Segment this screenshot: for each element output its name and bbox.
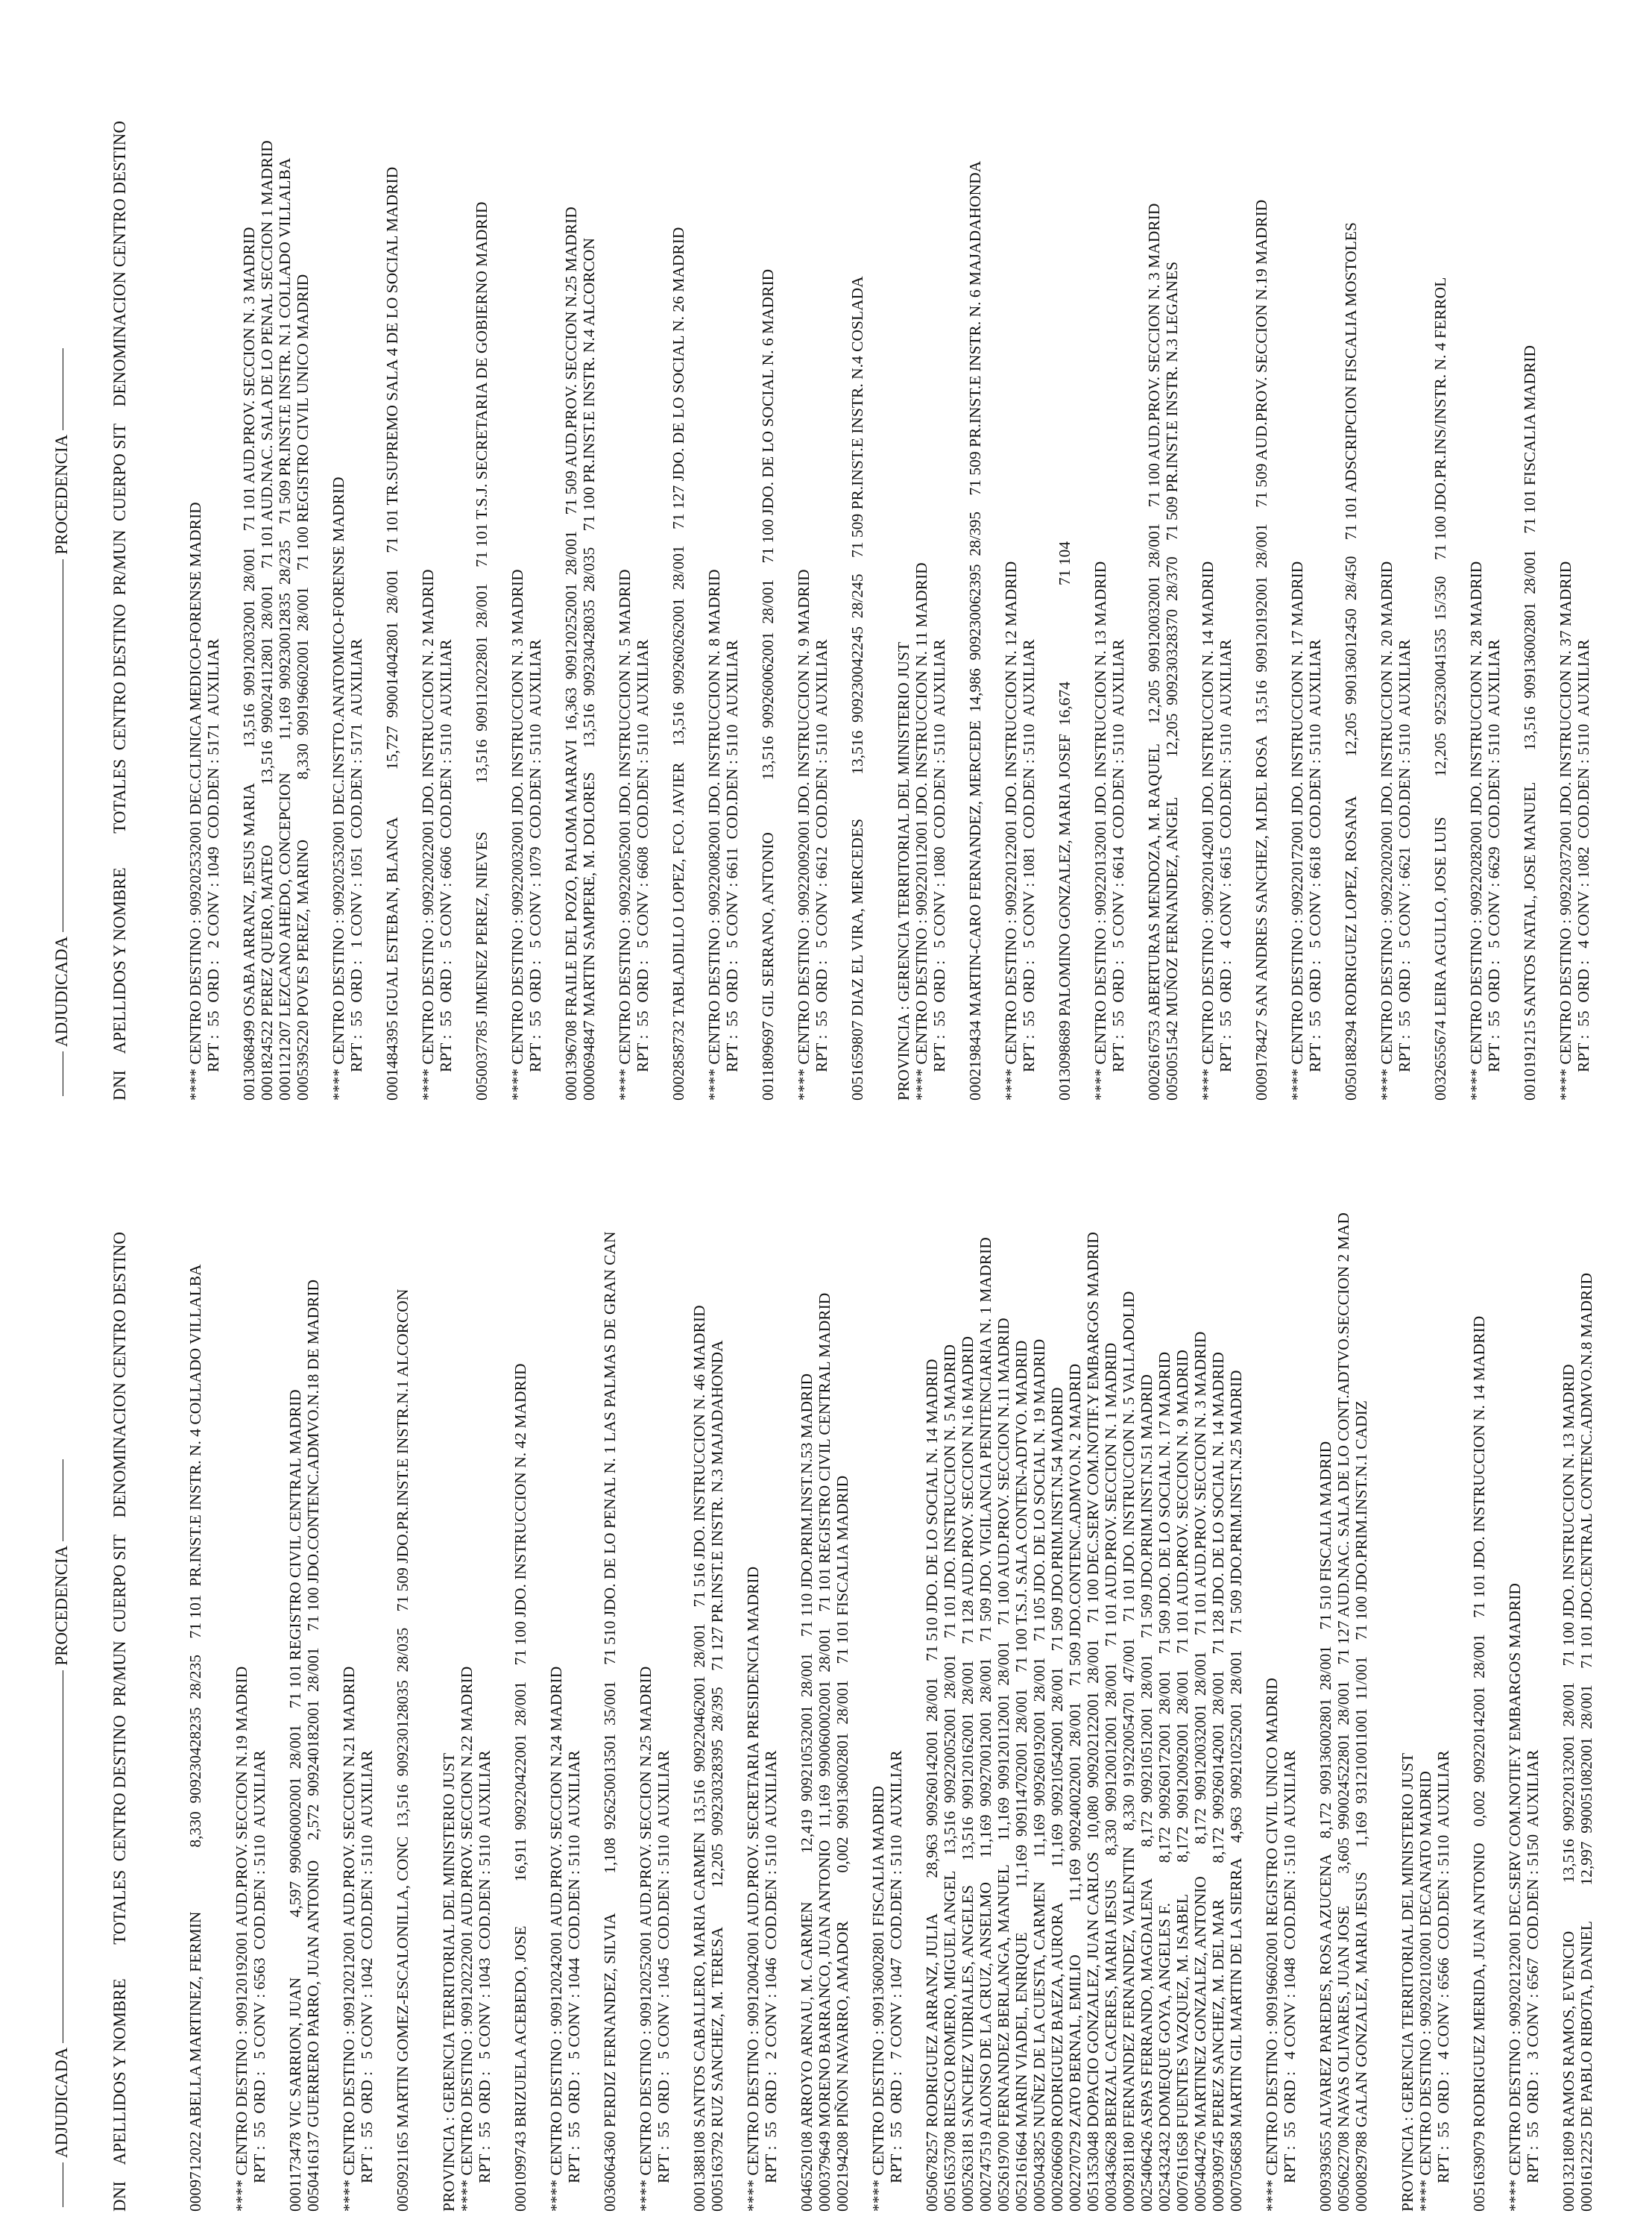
text-line: **** CENTRO DESTINO : 909202532001 DEC.CLINICA MEDICO-FORENSE MADRID xyxy=(186,502,204,1101)
text-line: RPT : 55 ORD : 5 CONV : 1081 COD.DEN : 5110 AUXILIAR xyxy=(1020,639,1038,1072)
spacer xyxy=(455,27,473,1101)
header-adjudicada: ADJUDICADA xyxy=(52,936,71,1047)
spacer xyxy=(365,27,383,1101)
header-apellidos: APELLIDOS Y NOMBRE xyxy=(110,1978,129,2165)
spacer xyxy=(1324,27,1342,1101)
spacer xyxy=(376,1138,394,2212)
spacer xyxy=(401,27,419,1101)
text-line: **** CENTRO DESTINO : 909120242001 AUD.PROV. SECCION N.24 MADRID xyxy=(547,1666,565,2212)
spacer xyxy=(1449,27,1467,1101)
header-prmun: PR/MUN xyxy=(110,529,129,596)
text-line: 0001396708 FRAILE DEL POZO, PALOMA MARAVI 16,363 909120252001 28/001 71 509 AUD.PROV. SECCION N.25 MADRID xyxy=(562,207,580,1101)
header-procedencia: PROCEDENCIA xyxy=(52,1545,71,1666)
header-line-1 xyxy=(52,1138,72,2212)
header-centro: CENTRO DESTINO xyxy=(110,1715,129,1862)
text-line: 0001388108 SANTOS CABALLERO, MARIA CARMEN 13,516 909220462001 28/001 71 516 JDO. INSTRUCCION N. 46 MADRID xyxy=(690,1305,708,2212)
text-line: 0001612225 DE PABLO RIBOTA, DANIEL 12,997 990051082001 28/001 71 101 JDO.CENTRAL CONTENC.ADMVO.N.8 MADRID xyxy=(1577,1272,1595,2212)
spacer xyxy=(780,1138,798,2212)
spacer xyxy=(948,27,966,1101)
text-line: RPT : 55 ORD : 2 CONV : 1046 COD.DEN : 5110 AUXILIAR xyxy=(762,1750,780,2183)
text-line: 0005395220 POVES PEREZ, MARINO 8,330 909196602001 28/001 71 100 REGISTRO CIVIL UNICO MADRID xyxy=(294,274,312,1101)
text-line: RPT : 55 ORD : 5 CONV : 6606 COD.DEN : 5110 AUXILIAR xyxy=(437,639,455,1072)
header-line-2 xyxy=(110,1138,130,2212)
text-line: RPT : 55 ORD : 4 CONV : 6566 COD.DEN : 5110 AUXILIAR xyxy=(1434,1750,1452,2183)
text-line: 0036064360 PERDIZ FERNANDEZ, SILVIA 1,108 926250013501 35/001 71 510 JDO. DE LO PENAL N. 1 LAS PALMAS DE GRAN CAN xyxy=(601,1231,619,2212)
header-dni: DNI xyxy=(110,2181,129,2212)
text-line: 0050051542 MUÑOZ FERNANDEZ, ANGEL 12,205 909230328370 28/370 71 509 PR.INST.E INSTR. N.3 LEGANES xyxy=(1163,261,1181,1101)
header-dni: DNI xyxy=(110,1070,129,1101)
text-line: RPT : 55 ORD : 4 CONV : 1048 COD.DEN : 5110 AUXILIAR xyxy=(1281,1750,1299,2183)
text-line: 0050921165 MARTIN GOMEZ-ESCALONILLA, CONC 13,516 909230128035 28/035 71 509 JDO.PR.INST.E INSTR.N.1 ALCORCON xyxy=(394,1289,412,2212)
text-line: 0050622708 NAVAS OLIVARES, JUAN JOSE 3,605 990024522801 28/001 71 127 AUD.NAC. SALA DE LO CONT.ADTVO.SECCION 2 MAD xyxy=(1334,1212,1352,2212)
text-line: 0001824522 PEREZ QUERO, MATEO 13,516 990024112801 28/001 71 101 AUD.NAC. SALA DE LO PENAL SECCION 1 MADRID xyxy=(258,140,276,1101)
text-line: RPT : 55 ORD : 5 CONV : 6618 COD.DEN : 5110 AUXILIAR xyxy=(1306,639,1324,1072)
spacer xyxy=(1413,27,1431,1101)
header-centro: CENTRO DESTINO xyxy=(110,604,129,751)
text-line: **** CENTRO DESTINO : 909220082001 JDO. INSTRUCCION N. 8 MADRID xyxy=(705,569,723,1101)
text-line: 0050416137 GUERRERO PARRO, JUAN ANTONIO 2,572 909240182001 28/001 71 100 JDO.CONTENC.ADMVO.N.18 DE MADRID xyxy=(304,1279,322,2212)
text-line: 0001099743 BRIZUELA ACEBEDO, JOSE 16,911 909220422001 28/001 71 100 JDO. INSTRUCCION N. 42 MADRID xyxy=(511,1363,529,2212)
text-line: **** CENTRO DESTINO : 909220112001 JDO. INSTRUCCION N. 11 MADRID xyxy=(912,562,930,1101)
text-line: 0025406426 ASPAS FERRANDO, MAGDALENA 8,172 909210512001 28/001 71 509 JDO.PRIM.INST.N.51 MADRID xyxy=(1138,1374,1156,2212)
text-line: 0000829788 GALAN GONZALEZ, MARIA JESUS 1,169 931210011001 11/001 71 100 JDO.PRIM.INST.N.1 CADIZ xyxy=(1352,1400,1370,2212)
header-denominacion: DENOMINACION CENTRO DESTINO xyxy=(110,121,129,407)
text-line: **** CENTRO DESTINO : 909220172001 JDO. INSTRUCCION N. 17 MADRID xyxy=(1288,561,1306,1101)
spacer xyxy=(583,1138,601,2212)
text-line: **** CENTRO DESTINO : 909220052001 JDO. INSTRUCCION N. 5 MADRID xyxy=(616,569,634,1101)
text-line: 0013098689 PALOMINO GONZALEZ, MARIA JOSEF 16,674 71 104 xyxy=(1056,541,1074,1101)
text-line: 0003436628 BERZAL CACERES, MARIA JESUS 8,330 909120012001 28/001 71 101 AUD.PROV. SECCION N. 1 MADRID xyxy=(1102,1342,1120,2212)
text-line: 0051353048 DOPACIO GONZALEZ, JUAN CARLOS 10,080 909202122001 28/001 71 100 DEC.SERV COM.NOTIF.Y EMBARGOS MADRID xyxy=(1084,1232,1102,2212)
text-line: PROVINCIA : GERENCIA TERRITORIAL DEL MINISTERIO JUST xyxy=(895,641,912,1101)
text-line: 0002606609 RODRIGUEZ BAEZA, AURORA 11,169 909210542001 28/001 71 509 JDO.PRIM.INST.N.54 MADRID xyxy=(1048,1387,1066,2212)
spacer xyxy=(168,1138,186,2212)
column-header xyxy=(13,27,168,1101)
spacer xyxy=(222,27,240,1101)
spacer xyxy=(741,27,759,1101)
text-line: 0051659807 DIAZ EL VIRA, MERCEDES 13,516 909230042245 28/245 71 509 PR.INST.E INSTR. N.4 COSLADA xyxy=(848,276,866,1101)
spacer xyxy=(672,1138,690,2212)
text-line: RPT : 55 ORD : 5 CONV : 1079 COD.DEN : 5110 AUXILIAR xyxy=(526,639,544,1072)
text-line: RPT : 55 ORD : 4 CONV : 6615 COD.DEN : 5110 AUXILIAR xyxy=(1217,639,1235,1072)
text-line: RPT : 55 ORD : 5 CONV : 6614 COD.DEN : 5110 AUXILIAR xyxy=(1109,639,1127,1072)
text-line: **** CENTRO DESTINO : 909202532001 DEC.INSTTO.ANATOMICO-FORENSE MADRID xyxy=(330,476,347,1101)
spacer xyxy=(494,1138,511,2212)
text-line: **** CENTRO DESTINO : 909220092001 JDO. INSTRUCCION N. 9 MADRID xyxy=(795,569,813,1101)
text-line: **** CENTRO DESTINO : 909220122001 JDO. INSTRUCCION N. 12 MADRID xyxy=(1002,561,1020,1101)
spacer xyxy=(1270,27,1288,1101)
header-line-1 xyxy=(52,27,72,1101)
text-line: 0009712022 ABELLA MARTINEZ, FERMIN 8,330 909230428235 28/235 71 101 PR.INST.E INSTR. N. 4 COLLADO VILLALBA xyxy=(186,1264,204,2212)
right-column xyxy=(13,27,1639,1101)
text-line: **** CENTRO DESTINO : 909220282001 JDO. INSTRUCCION N. 28 MADRID xyxy=(1467,561,1485,1101)
text-line: 0000694847 MARTIN SAMPERE, M. DOLORES 13,516 909230428035 28/035 71 100 PR.INST.E INSTR. N.4 ALCORCON xyxy=(580,238,598,1101)
spacer xyxy=(777,27,795,1101)
text-line: 0002198434 MARTIN-CARO FERNANDEZ, MERCEDE 14,986 909230062395 28/395 71 509 PR.INST.E INSTR. N. 6 MAJADAHONDA xyxy=(966,160,984,1101)
text-line: 0032655674 LEIRA AGULLO, JOSE LUIS 12,205 925230041535 15/350 71 100 JDO.PR.INS/INSTR. N. 4 FERROL xyxy=(1431,277,1449,1101)
spacer xyxy=(1038,27,1056,1101)
text-line: RPT : 55 ORD : 5 CONV : 6621 COD.DEN : 5110 AUXILIAR xyxy=(1396,639,1413,1072)
text-line: **** CENTRO DESTINO : 909220372001 JDO. INSTRUCCION N. 37 MADRID xyxy=(1557,561,1574,1101)
text-line: 0010191215 SANTOS NATAL, JOSE MANUEL 13,516 909136002801 28/001 71 101 FISCALIA MADRID xyxy=(1521,345,1539,1101)
spacer xyxy=(726,1138,744,2212)
text-line: **** CENTRO DESTINO : 909196602001 REGISTRO CIVIL UNICO MADRID xyxy=(1263,1678,1281,2212)
spacer xyxy=(1235,27,1252,1101)
text-line: **** CENTRO DESTINO : 909136002801 FISCALIA MADRID xyxy=(869,1786,887,2212)
text-line: RPT : 55 ORD : 3 CONV : 6567 COD.DEN : 5150 AUXILIAR xyxy=(1524,1749,1542,2183)
text-line: RPT : 55 ORD : 5 CONV : 1043 COD.DEN : 5110 AUXILIAR xyxy=(476,1750,494,2183)
text-line: 0051653708 RIESCO ROMERO, MIGUEL ANGEL 13,516 909220052001 28/001 71 101 JDO. INSTRUCCION N. 5 MADRID xyxy=(941,1344,959,2212)
text-line: 0002858732 TABLADILLO LOPEZ, FCO. JAVIER 13,516 909260262001 28/001 71 127 JDO. DE LO SOCIAL N. 26 MADRID xyxy=(669,227,687,1101)
text-line: 0052619700 FERNANDEZ BERLANGA, MANUEL 11,169 909120112001 28/001 71 100 AUD.PROV. SECCION N.11 MADRID xyxy=(994,1318,1012,2212)
spacer xyxy=(1299,1138,1317,2212)
spacer xyxy=(1360,27,1378,1101)
text-line: 0050037785 JIMENEZ PEREZ, NIEVES 13,516 909112022801 28/001 71 101 T.S.J. SECRETARIA DE GOBIERNO MADRID xyxy=(473,201,491,1101)
header-adjudicada: ADJUDICADA xyxy=(52,2047,71,2158)
text-line: **** CENTRO DESTINO : 909120222001 AUD.PROV. SECCION N.22 MADRID xyxy=(458,1666,476,2212)
text-line: RPT : 55 ORD : 5 CONV : 6629 COD.DEN : 5110 AUXILIAR xyxy=(1485,639,1503,1072)
spacer xyxy=(1245,1138,1263,2212)
text-line: 0013068499 OSABA ARRANZ, JESUS MARIA 13,516 909120032001 28/001 71 101 AUD.PROV. SECCION N. 3 MADRID xyxy=(240,227,258,1101)
spacer xyxy=(1127,27,1145,1101)
header-cuerpo: CUERPO SIT xyxy=(110,424,129,521)
text-line: RPT : 55 ORD : 7 CONV : 1047 COD.DEN : 5110 AUXILIAR xyxy=(887,1750,905,2183)
text-line: 0046520108 ARROYO ARNAU, M. CARMEN 12,419 909210532001 28/001 71 110 JDO.PRIM.INST.N.53 MADRID xyxy=(798,1373,816,2212)
text-line: **** CENTRO DESTINO : 909202122001 DEC.SERV COM.NOTIF.Y EMBARGOS MADRID xyxy=(1506,1583,1524,2212)
header-totales: TOTALES xyxy=(110,758,129,834)
text-line: 0005163792 RUZ SANCHEZ, M. TERESA 12,205 909230328395 28/395 71 127 PR.INST.E INSTR. N.3 MAJADAHONDA xyxy=(708,1340,726,2212)
header-denominacion: DENOMINACION CENTRO DESTINO xyxy=(110,1232,129,1518)
spacer xyxy=(1542,1138,1560,2212)
text-line: 0025432432 DOMEQUE GOYA, ANGELES F. 8,172 909260172001 28/001 71 509 JDO. DE LO SOCIAL N. 17 MADRID xyxy=(1156,1351,1173,2212)
text-line: RPT : 55 ORD : 5 CONV : 1044 COD.DEN : 5110 AUXILIAR xyxy=(565,1750,583,2183)
spacer xyxy=(905,1138,923,2212)
header-totales: TOTALES xyxy=(110,1869,129,1945)
column-header xyxy=(13,1138,168,2212)
text-line: 0001121207 LEZCANO AHEDO, CONCEPCION 11,169 909230012835 28/235 71 509 PR.INST.E INSTR. N.1 COLLADO VILLALBA xyxy=(276,157,294,1101)
left-lines xyxy=(186,1138,1595,2212)
header-line-2 xyxy=(110,27,130,1101)
text-line: 0011809697 GIL SERRANO, ANTONIO 13,516 909260062001 28/001 71 100 JDO. DE LO SOCIAL N. 6 MADRID xyxy=(759,268,777,1101)
text-line: RPT : 55 ORD : 5 CONV : 6612 COD.DEN : 5110 AUXILIAR xyxy=(813,639,830,1072)
text-line: 0001321809 RAMOS RAMOS, EVENCIO 13,516 909220132001 28/001 71 100 JDO. INSTRUCCION N. 13 MADRID xyxy=(1560,1364,1577,2212)
spacer xyxy=(412,1138,440,2212)
text-line: RPT : 55 ORD : 5 CONV : 1045 COD.DEN : 5110 AUXILIAR xyxy=(655,1750,672,2183)
spacer xyxy=(1452,1138,1470,2212)
text-line: PROVINCIA : GERENCIA TERRITORIAL DEL MINISTERIO JUST xyxy=(1399,1752,1416,2212)
header-prmun: PR/MUN xyxy=(110,1640,129,1707)
text-line: **** CENTRO DESTINO : 909220132001 JDO. INSTRUCCION N. 13 MADRID xyxy=(1091,561,1109,1101)
text-line: 0001484395 IGUAL ESTEBAN, BLANCA 15,727 990014042801 28/001 71 101 TR.SUPREMO SALA 4 DE LO SOCIAL MADRID xyxy=(383,166,401,1101)
spacer xyxy=(598,27,616,1101)
spacer xyxy=(619,1138,637,2212)
spacer xyxy=(984,27,1002,1101)
text-line: RPT : 55 ORD : 1 CONV : 1051 COD.DEN : 5171 AUXILIAR xyxy=(347,638,365,1072)
spacer xyxy=(652,27,669,1101)
text-line: 0002194208 PIÑON NAVARRO, AMADOR 0,002 909136002801 28/001 71 101 FISCALIA MADRID xyxy=(833,1475,851,2212)
spacer xyxy=(1488,1138,1506,2212)
text-line: 0007056858 MARTIN GIL MARTIN DE LA SIERRA 4,963 909210252001 28/001 71 509 JDO.PRIM.INST.N.25 MADRID xyxy=(1227,1370,1245,2212)
right-lines xyxy=(186,27,1592,1101)
spacer xyxy=(687,27,705,1101)
text-line: **** CENTRO DESTINO : 909220202001 JDO. INSTRUCCION N. 20 MADRID xyxy=(1378,561,1396,1101)
spacer xyxy=(830,27,848,1101)
spacer xyxy=(851,1138,869,2212)
spacer xyxy=(529,1138,547,2212)
text-line: 0009393655 ALVAREZ PAREDES, ROSA AZUCENA 8,172 909136002801 28/001 71 510 FISCALIA MADRID xyxy=(1317,1441,1334,2212)
spacer xyxy=(268,1138,286,2212)
text-line: 0052161664 MARIN VIADEL, ENRIQUE 11,169 909114702001 28/001 71 100 T.S.J. SALA CONTEN-ADTVO. MADRID xyxy=(1012,1340,1030,2212)
spacer xyxy=(491,27,508,1101)
text-line: 0051639079 RODRIGUEZ MERIDA, JUAN ANTONIO 0,002 909220142001 28/001 71 101 JDO. INSTRUCCION N. 14 MADRID xyxy=(1470,1315,1488,2212)
text-line: 0002747519 ALONSO DE LA CRUZ, ANSELMO 11,169 909270012001 28/001 71 509 JDO. VIGILANCIA PENITENCIARIA N. 1 MADRID xyxy=(977,1237,994,2212)
text-line: 0005043825 NUÑEZ DE LA CUESTA, CARMEN 11,169 909260192001 28/001 71 105 JDO. DE LO SOCIAL N. 19 MADRID xyxy=(1030,1338,1048,2212)
spacer xyxy=(1181,27,1199,1101)
text-line: RPT : 55 ORD : 5 CONV : 6611 COD.DEN : 5110 AUXILIAR xyxy=(723,640,741,1072)
spacer xyxy=(1539,27,1557,1101)
spacer xyxy=(168,27,186,1101)
spacer xyxy=(1503,27,1521,1101)
spacer xyxy=(322,1138,340,2212)
spacer xyxy=(544,27,562,1101)
spacer xyxy=(204,1138,233,2212)
text-line: RPT : 55 ORD : 5 CONV : 1080 COD.DEN : 5110 AUXILIAR xyxy=(930,639,948,1072)
text-line: **** CENTRO DESTINO : 909220032001 JDO. INSTRUCCION N. 3 MADRID xyxy=(508,569,526,1101)
text-line: **** CENTRO DESTINO : 909220142001 JDO. INSTRUCCION N. 14 MADRID xyxy=(1199,561,1217,1101)
text-line: **** CENTRO DESTINO : 909120212001 AUD.PROV. SECCION N.21 MADRID xyxy=(340,1666,358,2212)
header-procedencia: PROCEDENCIA xyxy=(52,434,71,555)
text-line: PROVINCIA : GERENCIA TERRITORIAL DEL MINISTERIO JUST xyxy=(440,1752,458,2212)
text-line: 0005404276 MARTINEZ GONZALEZ, ANTONIO 8,172 909120032001 28/001 71 101 AUD.PROV. SECCION N. 3 MADRID xyxy=(1191,1331,1209,2212)
spacer xyxy=(312,27,330,1101)
text-line: RPT : 55 ORD : 4 CONV : 1082 COD.DEN : 5110 AUXILIAR xyxy=(1574,639,1592,1072)
text-line: 0002270729 ZATO BERNAL, EMILIO 11,169 909240022001 28/001 71 509 JDO.CONTENC.ADMVO.N. 2 MADRID xyxy=(1066,1363,1084,2212)
header-cuerpo: CUERPO SIT xyxy=(110,1535,129,1632)
text-line: **** CENTRO DESTINO : 909202102001 DECANATO MADRID xyxy=(1416,1771,1434,2212)
text-line: 0009309745 PEREZ SANCHEZ, M. DEL MAR 8,172 909260142001 28/001 71 128 JDO. DE LO SOCIAL N. 14 MADRID xyxy=(1209,1352,1227,2212)
text-line: 0005263181 SANCHEZ VIDRIALES, ANGELES 13,516 909120162001 28/001 71 128 AUD.PROV. SECCION N.16 MADRID xyxy=(959,1336,977,2212)
text-line: RPT : 55 ORD : 5 CONV : 1042 COD.DEN : 5110 AUXILIAR xyxy=(358,1750,376,2183)
text-line: 0009281180 FERNANDEZ FERNANDEZ, VALENTIN 8,330 919220054701 47/001 71 101 JDO. INSTRUCCION N. 5 VALLADOLID xyxy=(1120,1291,1138,2212)
text-line: 0001173478 VIC SARRION, JUAN 4,597 990060002001 28/001 71 101 REGISTRO CIVIL CENTRAL MADRID xyxy=(286,1389,304,2212)
text-line: RPT : 55 ORD : 5 CONV : 6563 COD.DEN : 5110 AUXILIAR xyxy=(250,1750,268,2183)
text-line: **** CENTRO DESTINO : 909120192001 AUD.PROV. SECCION N.19 MADRID xyxy=(233,1666,250,2212)
header-apellidos: APELLIDOS Y NOMBRE xyxy=(110,867,129,1054)
spacer xyxy=(1074,27,1091,1101)
text-line: 0050188294 RODRIGUEZ LOPEZ, ROSANA 12,205 990136012450 28/450 71 101 ADSCRIPCION FISCALIA MOSTOLES xyxy=(1342,221,1360,1101)
text-line: RPT : 55 ORD : 2 CONV : 1049 COD.DEN : 5171 AUXILIAR xyxy=(204,638,222,1072)
left-column xyxy=(13,1138,1639,2212)
text-line: 0000379649 MORENO BARRANCO, JUAN ANTONIO 11,169 990060002001 28/001 71 101 REGISTRO CIVIL CENTRAL MADRID xyxy=(816,1292,833,2212)
text-line: 0050678257 RODRIGUEZ ARRANZ, JULIA 28,963 909260142001 28/001 71 510 JDO. DE LO SOCIAL N. 14 MADRID xyxy=(923,1359,941,2212)
text-line: RPT : 55 ORD : 5 CONV : 6608 COD.DEN : 5110 AUXILIAR xyxy=(634,639,652,1072)
text-line: 0007611658 FUENTES VAZQUEZ, M. ISABEL 8,172 909120092001 28/001 71 101 AUD.PROV. SECCION N. 9 MADRID xyxy=(1173,1350,1191,2212)
text-line: **** CENTRO DESTINO : 909220022001 JDO. INSTRUCCION N. 2 MADRID xyxy=(419,569,437,1101)
spacer xyxy=(1370,1138,1399,2212)
text-line: **** CENTRO DESTINO : 909120252001 AUD.PROV. SECCION N.25 MADRID xyxy=(637,1666,655,2212)
text-line: 0009178427 SAN ANDRES SANCHEZ, M.DEL ROSA 13,516 909120192001 28/001 71 509 AUD.PROV. SECCION N.19 MADRID xyxy=(1252,199,1270,1101)
spacer xyxy=(866,27,895,1101)
text-line: 0002616753 ABERTURAS MENDOZA, M. RAQUEL 12,205 909120032001 28/001 71 100 AUD.PROV. SECCION N. 3 MADRID xyxy=(1145,203,1163,1101)
text-line: **** CENTRO DESTINO : 909120042001 AUD.PROV. SECRETARIA PRESIDENCIA MADRID xyxy=(744,1566,762,2212)
